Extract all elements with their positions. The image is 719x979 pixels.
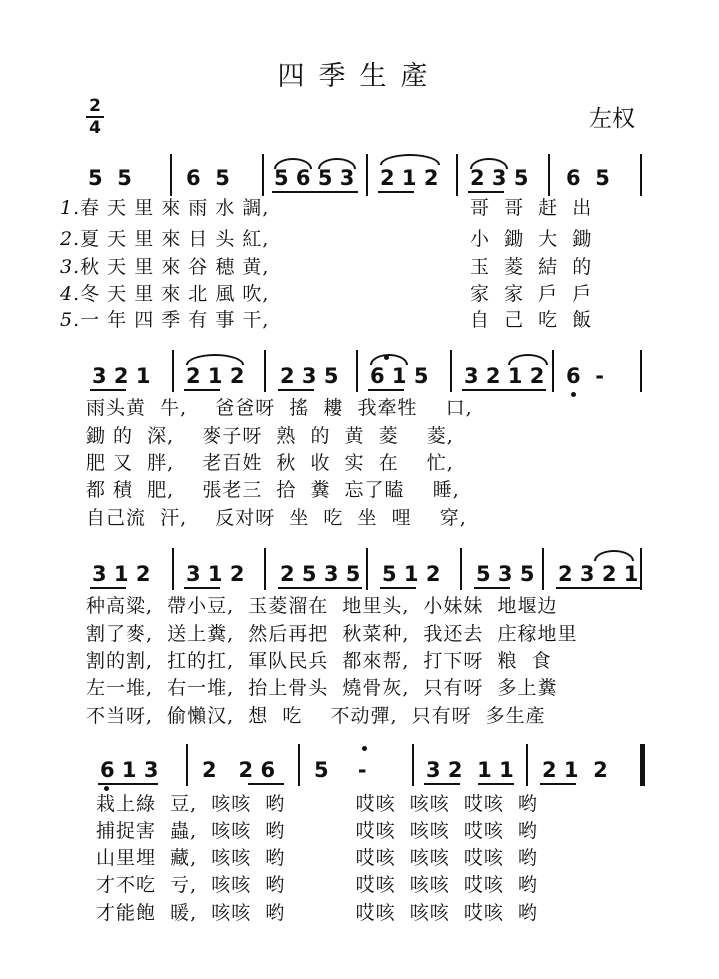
measure-2-notes: 6 5 [186, 166, 230, 190]
lyric-line-4: 都 積 肥, 張老三 拾 糞 忘了瞌 睡, [86, 479, 460, 501]
slur [594, 550, 634, 561]
barline [412, 744, 414, 786]
measure-5-notes: 2 3 5 [470, 166, 529, 190]
slur [380, 154, 440, 165]
measure-2-notes: 3 1 2 [186, 562, 245, 586]
measure-3-notes: 2 5 3 5 [280, 562, 361, 586]
song-title: 四季生產 [277, 61, 442, 92]
time-signature-top: 2 [89, 96, 101, 116]
lyric-line-3-end: 玉 菱 結 的 [470, 256, 593, 278]
measure-1-notes: 3 1 2 [92, 562, 151, 586]
composer-credit: 左权 [589, 106, 635, 132]
barline [526, 744, 528, 786]
lyric-line-5-end: 自 己 吃 飯 [470, 309, 593, 331]
underline-beam [380, 587, 416, 589]
underline-beam [98, 783, 158, 785]
measure-5-notes: 2 1 2 [542, 758, 608, 782]
underline-beam [184, 587, 220, 589]
lyric-line-5: 5.一 年 四 季 有 事 干, [60, 309, 270, 331]
time-signature-bottom: 4 [89, 118, 101, 138]
lyric-line-4-end: 家 家 戶 戶 [470, 283, 593, 305]
low-octave-dot [104, 786, 109, 791]
lyric-line-2: 捕捉害 蟲, 咳咳 哟 哎咳 咳咳 哎咳 哟 [96, 820, 538, 842]
lyric-line-4: 左一堆, 右一堆, 抬上骨头 燒骨灰, 只有呀 多上糞 [86, 677, 558, 699]
measure-4-notes: 2 1 2 [380, 166, 439, 190]
lyric-line-3: 3.秋 天 里 來 谷 穂 黄, [60, 256, 270, 278]
barline [298, 744, 300, 786]
underline-beam [474, 587, 510, 589]
underline-beam [90, 587, 126, 589]
barline [366, 154, 368, 196]
barline [460, 548, 462, 590]
measure-4-notes: 6 1 5 [370, 364, 429, 388]
barline [264, 548, 266, 590]
barline [548, 154, 550, 196]
barline [366, 548, 368, 590]
barline [186, 744, 188, 786]
underline-beam [556, 587, 640, 589]
lyric-line-3: 山里埋 藏, 咳咳 哟 哎咳 咳咳 哎咳 哟 [96, 847, 538, 869]
barline [552, 350, 554, 392]
measure-6-notes: 2 3 2 1 [558, 562, 639, 586]
lyric-line-2: 鋤 的 深, 麥子呀 熟 的 黄 菱 菱, [86, 425, 454, 447]
underline-beam [278, 587, 362, 589]
measure-1-notes: 6 1 3 [100, 758, 159, 782]
measure-6-notes: 6 5 [566, 166, 610, 190]
underline-beam [424, 783, 460, 785]
underline-beam [184, 389, 220, 391]
fermata-dot [362, 746, 367, 751]
underline-beam [90, 389, 126, 391]
underline-beam [278, 389, 314, 391]
barline [450, 350, 452, 392]
lyric-line-5: 才能飽 暖, 咳咳 哟 哎咳 咳咳 哎咳 哟 [96, 902, 538, 924]
measure-4-notes: 5 1 2 [382, 562, 441, 586]
measure-3-notes: 5 - [314, 758, 367, 782]
lyric-line-2-end: 小 鋤 大 鋤 [470, 228, 593, 250]
underline-beam [248, 783, 284, 785]
lyric-line-1: 1.春 天 里 來 雨 水 調, [60, 197, 270, 219]
lyric-line-1: 种高粱, 帶小豆, 玉菱溜在 地里头, 小妹妹 地堰边 [86, 595, 558, 617]
lyric-line-2: 2.夏 天 里 來 日 头 紅, [60, 228, 270, 250]
measure-1-notes: 5 5 [88, 166, 132, 190]
barline [640, 350, 642, 392]
measure-2-notes: 2 1 2 [186, 364, 245, 388]
final-barline [640, 744, 645, 786]
lyric-line-2: 割了麥, 送上糞, 然后再把 秋菜种, 我还去 庄稼地里 [86, 623, 578, 645]
lyric-line-1: 雨头黄 牛, 爸爸呀 搖 耬 我牽牲 口, [86, 397, 473, 419]
measure-1-notes: 3 2 1 [92, 364, 151, 388]
barline [542, 548, 544, 590]
underline-beam [540, 783, 576, 785]
barline [262, 154, 264, 196]
underline-beam [462, 389, 546, 391]
underline-beam [272, 191, 358, 193]
barline [640, 548, 642, 590]
measure-3-notes: 5 6 5 3 [274, 166, 355, 190]
lyric-line-1-end: 哥 哥 赶 出 [470, 197, 593, 219]
lyric-line-3: 肥 又 胖, 老百姓 秋 收 实 在 忙, [86, 452, 454, 474]
measure-5-notes: 3 2 1 2 [464, 364, 545, 388]
lyric-line-3: 割的割, 扛的扛, 軍队民兵 都來帮, 打下呀 粮 食 [86, 650, 552, 672]
barline [172, 350, 174, 392]
lyric-line-4: 4.冬 天 里 來 北 風 吹, [60, 283, 270, 305]
lyric-line-4: 才不吃 亏, 咳咳 哟 哎咳 咳咳 哎咳 哟 [96, 874, 538, 896]
measure-5-notes: 5 3 5 [476, 562, 535, 586]
measure-3-notes: 2 3 5 [280, 364, 339, 388]
barline [640, 154, 642, 196]
measure-6-notes: 6 - [566, 364, 604, 388]
high-octave-dot [384, 355, 389, 360]
lyric-line-5: 自己流 汗, 反对呀 坐 吃 坐 哩 穿, [86, 507, 467, 529]
lyric-line-1: 栽上綠 豆, 咳咳 哟 哎咳 咳咳 哎咳 哟 [96, 793, 538, 815]
barline [172, 548, 174, 590]
low-octave-dot [571, 392, 576, 397]
time-signature [86, 98, 104, 137]
underline-beam [378, 191, 414, 193]
underline-beam [468, 191, 504, 193]
barline [170, 154, 172, 196]
measure-2-notes: 2 2 6 [202, 758, 276, 782]
underline-beam [478, 783, 514, 785]
underline-beam [368, 389, 404, 391]
lyric-line-5: 不当呀, 偷懶汉, 想 吃 不动彈, 只有呀 多生產 [86, 705, 546, 727]
barline [356, 350, 358, 392]
measure-4-notes: 3 2 1 1 [426, 758, 514, 782]
barline [456, 154, 458, 196]
barline [264, 350, 266, 392]
